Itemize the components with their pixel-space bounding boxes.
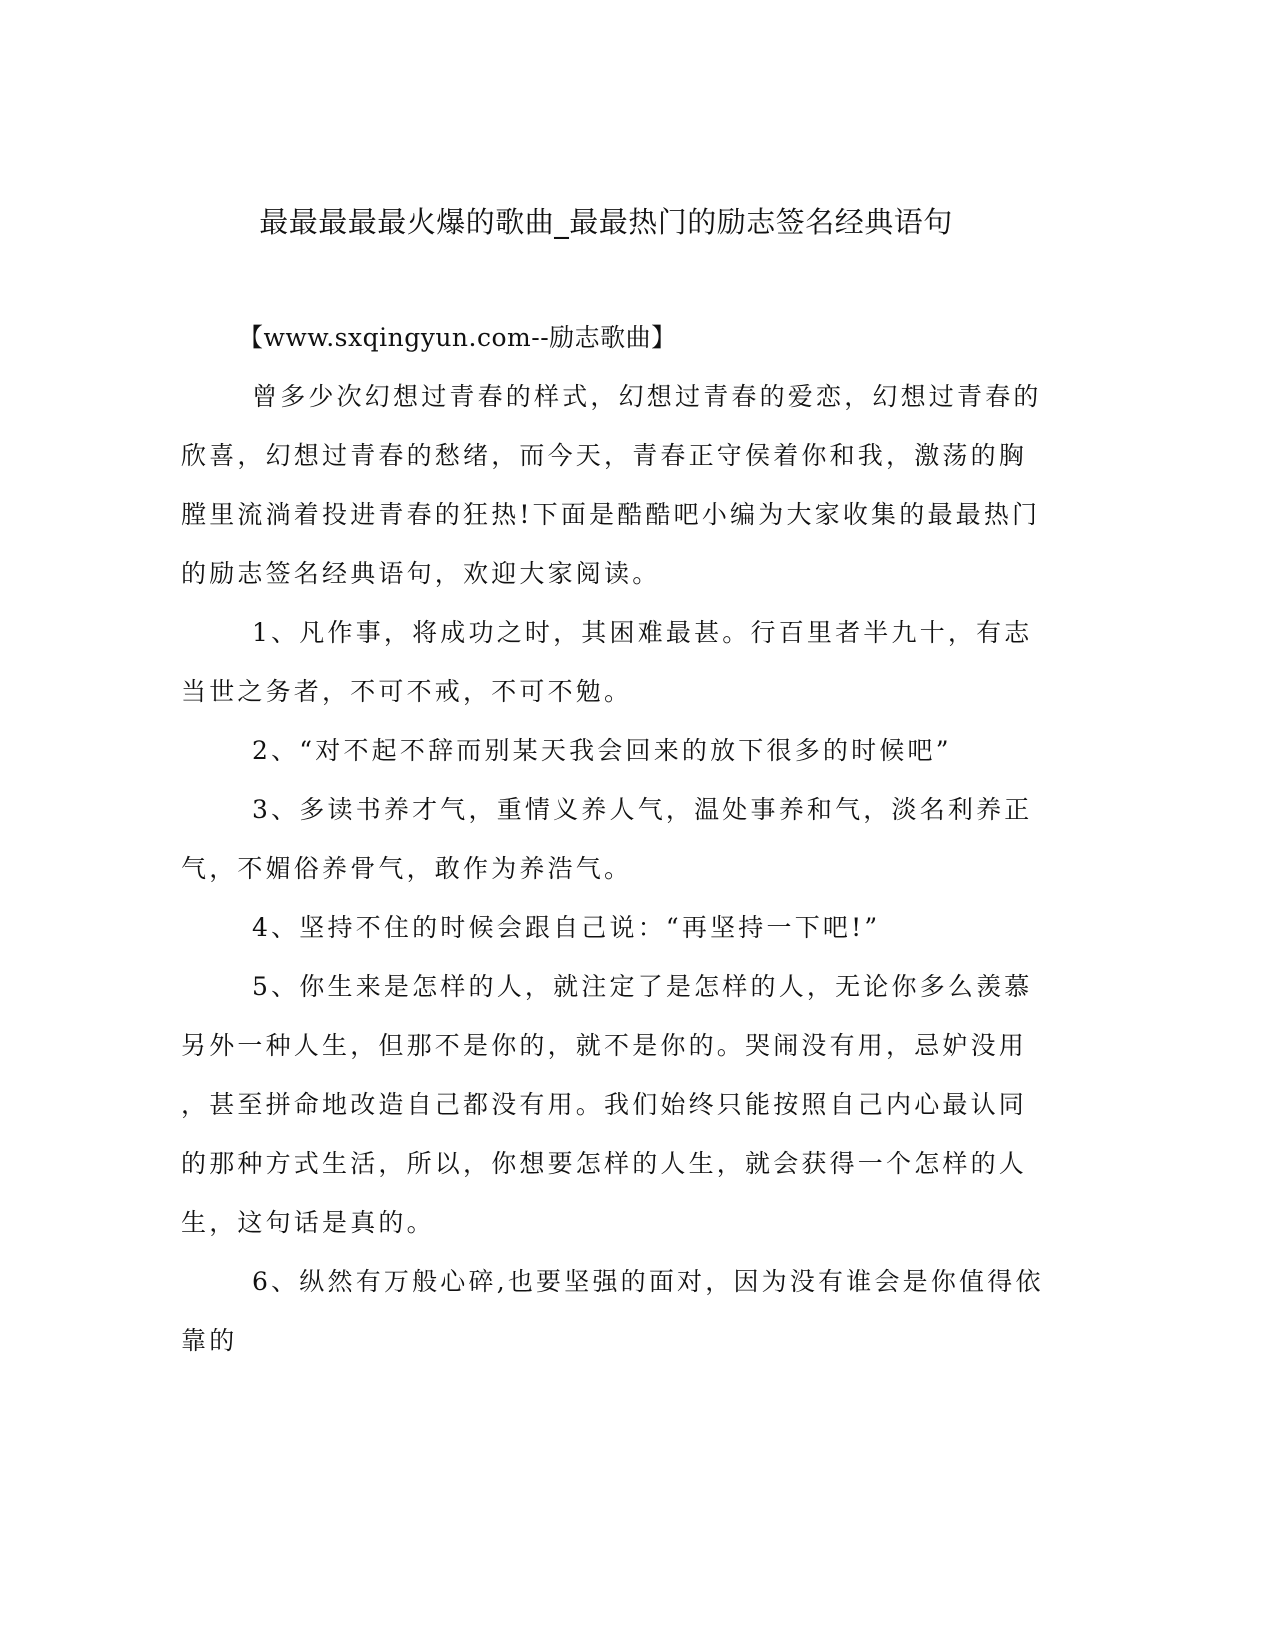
paragraph	[181, 721, 1041, 780]
document-body	[181, 308, 1044, 1370]
paragraph	[181, 367, 1041, 603]
paragraph-line: 的那种方式生活，所以，你想要怎样的人生，就会获得一个怎样的人	[181, 1149, 1028, 1178]
paragraph-line: 4、坚持不住的时候会跟自己说：“再坚持一下吧!”	[252, 913, 881, 942]
paragraphs	[181, 367, 1044, 1370]
paragraph	[181, 957, 1041, 1252]
paragraph-line: 3、多读书养才气，重情义养人气，温处事养和气，淡名利养正	[252, 795, 1033, 824]
paragraph-line: 生，这句话是真的。	[181, 1208, 435, 1237]
paragraph	[181, 898, 1041, 957]
paragraph-line: 的励志签名经典语句，欢迎大家阅读。	[181, 559, 661, 588]
paragraph-line: 靠的	[181, 1326, 238, 1355]
paragraph-line: 另外一种人生，但那不是你的，就不是你的。哭闹没有用，忌妒没用	[181, 1031, 1028, 1060]
paragraph-line: 2、“对不起不辞而别某天我会回来的放下很多的时候吧”	[252, 736, 952, 765]
paragraph	[181, 1252, 1044, 1370]
paragraph-line: ，甚至拼命地改造自己都没有用。我们始终只能按照自己内心最认同	[181, 1090, 1028, 1119]
paragraph-line: 气，不媚俗养骨气，敢作为养浩气。	[181, 854, 633, 883]
paragraph-line: 欣喜，幻想过青春的愁绪，而今天，青春正守侯着你和我，激荡的胸	[181, 441, 1028, 470]
paragraph-line: 5、你生来是怎样的人，就注定了是怎样的人，无论你多么羡慕	[252, 972, 1033, 1001]
paragraph-line: 膛里流淌着投进青春的狂热!下面是酷酷吧小编为大家收集的最最热门	[181, 500, 1041, 529]
document-title: 最最最最最火爆的歌曲_最最热门的励志签名经典语句	[259, 205, 953, 239]
paragraph-line: 当世之务者，不可不戒，不可不勉。	[181, 677, 633, 706]
paragraph	[181, 603, 1041, 721]
paragraph-line: 曾多少次幻想过青春的样式，幻想过青春的爱恋，幻想过青春的	[252, 382, 1042, 411]
paragraph	[181, 780, 1041, 898]
paragraph-line: 6、纵然有万般心碎,也要坚强的面对，因为没有谁会是你值得依	[252, 1267, 1044, 1296]
source-line: 【www.sxqingyun.com--励志歌曲】	[238, 323, 677, 352]
paragraph-line: 1、凡作事，将成功之时，其困难最甚。行百里者半九十，有志	[252, 618, 1033, 647]
